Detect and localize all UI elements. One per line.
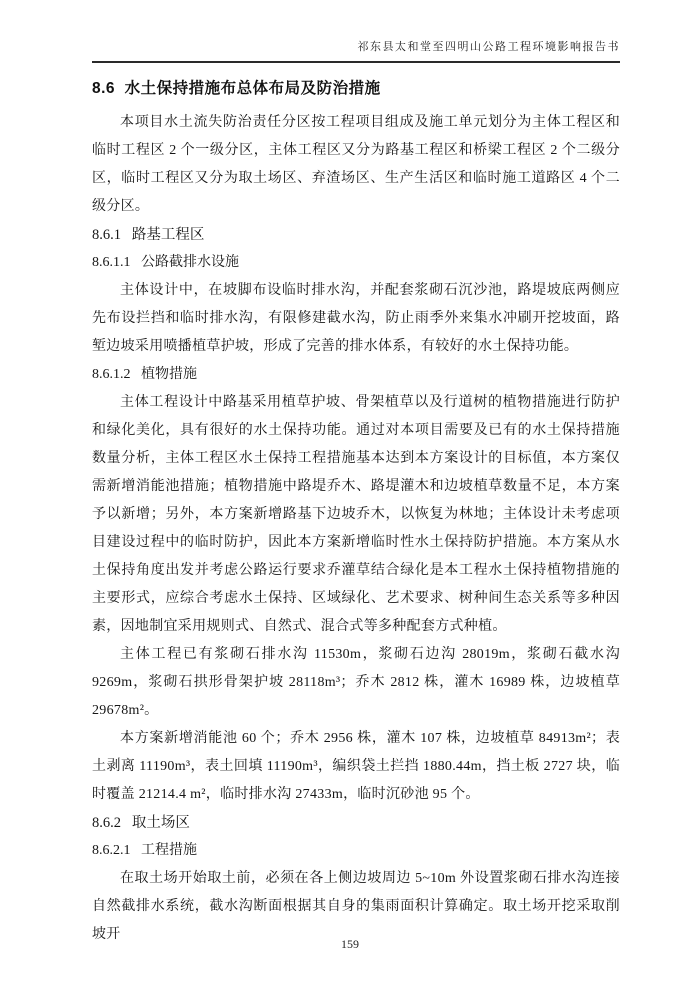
section-heading-8-6-1-2: 8.6.1.2 植物措施 (92, 367, 197, 382)
section-heading-8-6: 8.6 水土保持措施布总体布局及防治措施 (92, 80, 381, 97)
paragraph-drainage-facilities: 主体设计中，在坡脚布设临时排水沟，并配套浆砌石沉沙池，路堤坡底两侧应先布设拦挡和临时排水沟，有限修建截水沟，防止雨季外来集水冲刷开挖坡面，路堑边坡采用喷播植草护坡，形成了完善的排水体系，有较好的水土保持功能。 (92, 283, 620, 354)
document-header-title: 祁东县太和堂至四明山公路工程环境影响报告书 (92, 40, 620, 63)
paragraph-existing-quantities: 主体工程已有浆砌石排水沟 11530m，浆砌石边沟 28019m，浆砌石截水沟 9269m，浆砌石拱形骨架护坡 28118m³；乔木 2812 株，灌木 16989 株，边坡植草 29678m²。 (92, 647, 620, 718)
section-heading-8-6-1-1: 8.6.1.1 公路截排水设施 (92, 255, 239, 270)
paragraph-new-quantities: 本方案新增消能池 60 个；乔木 2956 株，灌木 107 株，边坡植草 84913m²；表土剥离 11190m³，表土回填 11190m³，编织袋土拦挡 1880.44m，挡土板 2727 块，临时覆盖 21214.4 m²，临时排水沟 27433m，临时沉砂池 95 个。 (92, 731, 620, 802)
section-heading-8-6-1: 8.6.1 路基工程区 (92, 227, 205, 243)
paragraph-vegetation-measures: 主体工程设计中路基采用植草护坡、骨架植草以及行道树的植物措施进行防护和绿化美化，具有很好的水土保持功能。通过对本项目需要及已有的水土保持措施数量分析，主体工程区水土保持工程措施基本达到本方案设计的目标值，本方案仅需新增消能池措施；植物措施中路堤乔木、路堤灌木和边坡植草数量不足，本方案予以新增；另外，本方案新增路基下边坡乔木，以恢复为林地；主体设计未考虑项目建设过程中的临时防护，因此本方案新增临时性水土保持防护措施。本方案从水土保持角度出发并考虑公路运行要求乔灌草结合绿化是本工程水土保持植物措施的主要形式，应综合考虑水土保持、区域绿化、艺术要求、树种间生态关系等多种因素，因地制宜采用规则式、自然式、混合式等多种配套方式种植。 (92, 395, 620, 634)
document-body (92, 77, 620, 949)
paragraph-zoning-overview: 本项目水土流失防治责任分区按工程项目组成及施工单元划分为主体工程区和临时工程区 2 个一级分区，主体工程区又分为路基工程区和桥梁工程区 2 个二级分区，临时工程区又分为取土场区、弃渣场区、生产生活区和临时施工道路区 4 个二级分区。 (92, 115, 620, 214)
section-heading-8-6-2: 8.6.2 取土场区 (92, 815, 190, 831)
page-number: 159 (341, 937, 359, 951)
section-heading-8-6-2-1: 8.6.2.1 工程措施 (92, 843, 197, 858)
paragraph-borrow-area-measures: 在取土场开始取土前，必须在各上侧边坡周边 5~10m 外设置浆砌石排水沟连接自然截排水系统，截水沟断面根据其自身的集雨面积计算确定。取土场开挖采取削坡开 (92, 871, 620, 942)
